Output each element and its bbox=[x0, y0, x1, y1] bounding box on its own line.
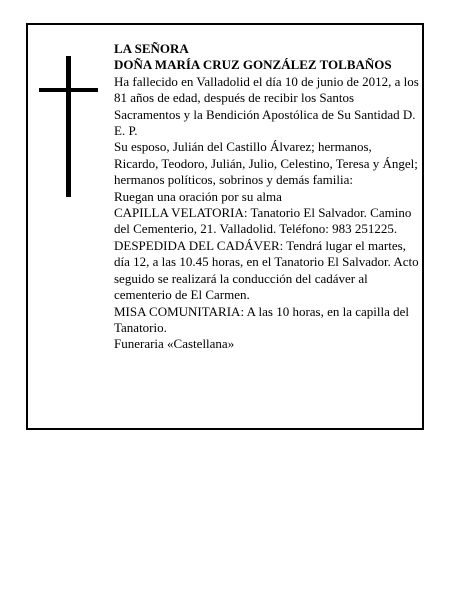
prayer-request: Ruegan una oración por su alma bbox=[114, 188, 282, 204]
family-list: Su esposo, Julián del Castillo Álvarez; hermanos, Ricardo, Teodoro, Julián, Julio, Celestino, Teresa y Ángel; hermanos políticos, sobrinos y demás familia: bbox=[114, 139, 418, 188]
cross-horizontal-bar bbox=[39, 88, 98, 92]
notice-title: LA SEÑORA bbox=[114, 41, 189, 56]
death-announcement: Ha fallecido en Valladolid el día 10 de junio de 2012, a los 81 años de edad, después de recibir los Santos Sacramentos y la Bendición Apostólica de Su Santidad D. E. P. bbox=[114, 73, 419, 139]
deceased-name: DOÑA MARÍA CRUZ GONZÁLEZ TOLBAÑOS bbox=[114, 57, 392, 73]
cross-vertical-bar bbox=[66, 56, 71, 197]
mass-info: MISA COMUNITARIA: A las 10 horas, en la capilla del Tanatorio. bbox=[114, 303, 410, 335]
obituary-notice bbox=[26, 23, 424, 430]
farewell-info: DESPEDIDA DEL CADÁVER: Tendrá lugar el martes, día 12, a las 10.45 horas, en el Tanatorio El Salvador. Acto seguido se realizará la conducción del cadáver al cementerio de El Carmen. bbox=[114, 237, 419, 303]
wake-chapel-info: CAPILLA VELATORIA: Tanatorio El Salvador. Camino del Cementerio, 21. Valladolid. Teléfono: 983 251225. bbox=[114, 205, 412, 237]
funeral-home: Funeraria «Castellana» bbox=[114, 336, 235, 352]
notice-text bbox=[114, 41, 419, 353]
